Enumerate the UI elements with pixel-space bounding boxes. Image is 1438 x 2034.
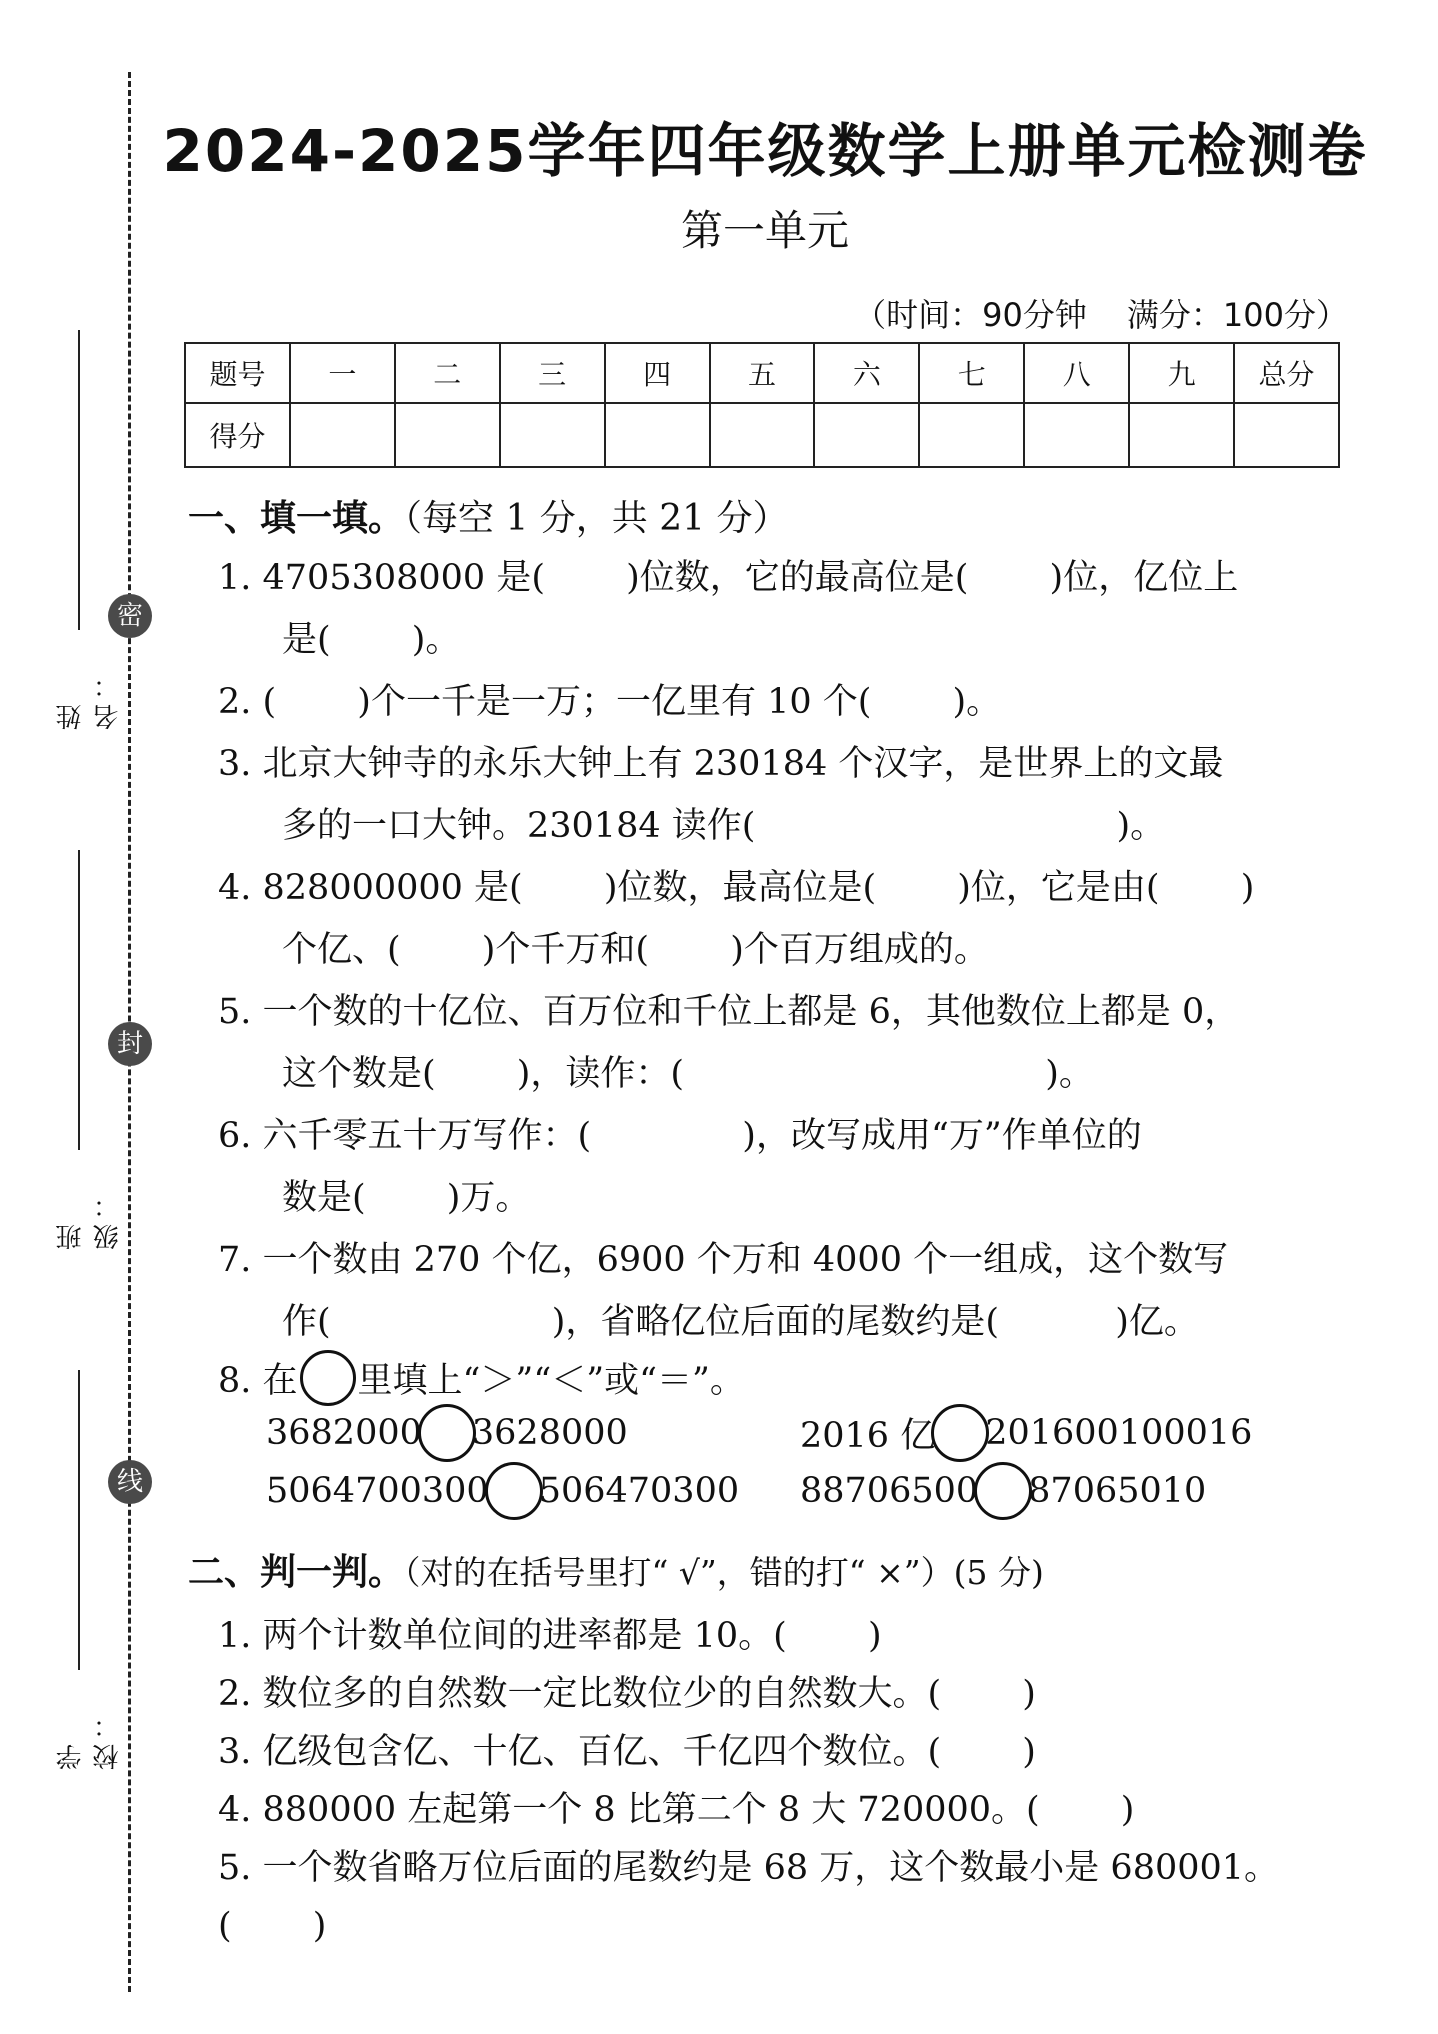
section-2-heading [188,1544,1044,1595]
score-header-cell: 四 [605,343,710,403]
section-1-note: （每空 1 分，共 21 分） [404,498,789,539]
name-label: 姓名： [56,666,123,730]
score-table-header-row [185,343,1339,403]
comparison-item [800,1462,1206,1520]
question-line: 作( )，省略亿位后面的尾数约是( )亿。 [282,1302,1199,1342]
judge-line: 1. 两个计数单位间的进率都是 10。( ) [218,1616,882,1656]
name-write-line[interactable] [78,330,80,630]
judge-line: 4. 880000 左起第一个 8 比第二个 8 大 720000。( ) [218,1790,1135,1830]
judge-line: 2. 数位多的自然数一定比数位少的自然数大。( ) [218,1674,1036,1714]
score-table [184,342,1340,468]
score-header-cell: 三 [500,343,605,403]
score-header-cell: 八 [1024,343,1129,403]
question-line: 多的一口大钟。230184 读作( )。 [282,806,1166,846]
question-line: 个亿、( )个千万和( )个百万组成的。 [282,930,989,970]
comparison-item [266,1462,739,1520]
score-header-cell: 七 [919,343,1024,403]
score-cell[interactable] [1234,403,1339,467]
score-header-cell: 题号 [185,343,290,403]
question-8-text: 里填上“＞”“＜”或“＝”。 [357,1361,745,1401]
score-header-cell: 六 [814,343,919,403]
comparison-left: 2016 亿 [800,1416,936,1456]
question-line: 3. 北京大钟寺的永乐大钟上有 230184 个汉字，是世界上的文最 [218,744,1224,784]
comparison-right: 201600100016 [985,1413,1253,1453]
circle-icon [300,1350,356,1406]
judge-line: ( ) [218,1906,327,1946]
comparison-right: 3628000 [471,1413,628,1453]
exam-title: 2024-2025学年四年级数学上册单元检测卷 [162,117,1368,185]
question-8-line [218,1350,745,1406]
score-cell[interactable] [710,403,815,467]
seal-mark-xian: 线 [108,1460,152,1504]
score-header-cell: 一 [290,343,395,403]
section-1-heading [188,490,789,541]
question-line: 1. 4705308000 是( )位数，它的最高位是( )位，亿位上 [218,558,1239,598]
class-label: 班级： [56,1186,123,1250]
question-line: 这个数是( )，读作：( )。 [282,1054,1094,1094]
comparison-item [266,1404,628,1462]
question-line: 7. 一个数由 270 个亿，6900 个万和 4000 个一组成，这个数写 [218,1240,1229,1280]
score-cell[interactable] [500,403,605,467]
score-row-label: 得分 [185,403,290,467]
score-cell[interactable] [1024,403,1129,467]
score-header-cell: 九 [1129,343,1234,403]
judge-line: 3. 亿级包含亿、十亿、百亿、千亿四个数位。( ) [218,1732,1036,1772]
class-write-line[interactable] [78,850,80,1150]
score-cell[interactable] [814,403,919,467]
section-2-note: （对的在括号里打“ √”，错的打“ ×”）(5 分) [404,1553,1044,1592]
answer-circle[interactable] [974,1462,1032,1520]
unit-subtitle: 第一单元 [680,206,849,255]
answer-circle[interactable] [418,1404,476,1462]
comparison-left: 5064700300 [266,1471,489,1511]
time-and-score-info [854,290,1348,336]
section-1-number: 一、填一填。 [188,498,405,539]
seal-mark-feng: 封 [108,1022,152,1066]
seal-mark-mi: 密 [108,594,152,638]
answer-circle[interactable] [485,1462,543,1520]
question-line: 2. ( )个一千是一万；一亿里有 10 个( )。 [218,682,1002,722]
question-line: 5. 一个数的十亿位、百万位和千位上都是 6，其他数位上都是 0， [218,992,1240,1032]
comparison-item [800,1404,1252,1462]
question-line: 4. 828000000 是( )位数，最高位是( )位，它是由( ) [218,868,1255,908]
score-header-cell: 五 [710,343,815,403]
score-cell[interactable] [290,403,395,467]
score-cell[interactable] [1129,403,1234,467]
score-table-score-row [185,403,1339,467]
comparison-right: 506470300 [538,1471,740,1511]
score-header-cell: 总分 [1234,343,1339,403]
score-cell[interactable] [605,403,710,467]
name-field[interactable] [54,330,123,730]
time-limit: （时间：90分钟 [854,296,1087,334]
school-write-line[interactable] [78,1370,80,1670]
section-2-number: 二、判一判。 [188,1552,405,1593]
answer-circle[interactable] [931,1404,989,1462]
comparison-right: 87065010 [1028,1471,1207,1511]
question-line: 6. 六千零五十万写作：( )，改写成用“万”作单位的 [218,1116,1142,1156]
comparison-left: 88706500 [800,1471,979,1511]
comparison-left: 3682000 [266,1413,422,1453]
school-label: 学校： [56,1706,123,1770]
score-header-cell: 二 [395,343,500,403]
question-line: 数是( )万。 [282,1178,531,1218]
question-line: 是( )。 [282,620,461,660]
full-score: 满分：100分） [1126,296,1348,334]
score-cell[interactable] [919,403,1024,467]
score-cell[interactable] [395,403,500,467]
school-field[interactable] [54,1370,123,1770]
judge-line: 5. 一个数省略万位后面的尾数约是 68 万，这个数最小是 680001。 [218,1848,1280,1888]
question-8-prefix: 8. 在 [218,1361,298,1401]
class-field[interactable] [54,850,123,1250]
